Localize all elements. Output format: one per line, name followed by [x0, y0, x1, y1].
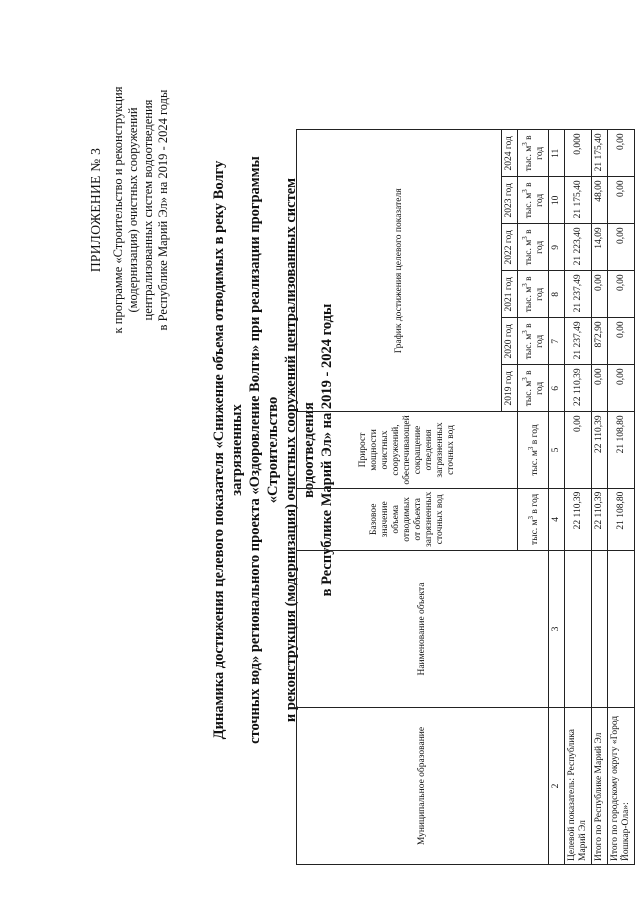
- unit-label: тыс. м: [524, 239, 535, 266]
- unit-cell: [518, 412, 549, 488]
- unit-label: тыс. м: [524, 145, 535, 172]
- unit-sup: 3: [521, 189, 529, 193]
- unit-label: тыс. м: [524, 286, 535, 313]
- header-object-name: Наименование объекта: [297, 551, 549, 708]
- table-row: [592, 130, 608, 865]
- table-row: [608, 130, 635, 865]
- unit-suffix: в год: [524, 370, 546, 395]
- appendix-block: [88, 60, 171, 360]
- value-cell: 872,90: [592, 318, 608, 365]
- row-label: Целевой показатель: Республика Марий Эл: [565, 708, 592, 865]
- header-year: 2023 год: [502, 177, 518, 224]
- unit-label: тыс. м: [529, 450, 540, 476]
- header-row: [297, 130, 502, 865]
- unit-sup: 3: [521, 236, 529, 240]
- unit-cell: [518, 488, 549, 550]
- header-year: 2022 год: [502, 224, 518, 271]
- title-line: и реконструкция (модернизация) очистных сооружений централизованных систем водоотведения: [283, 177, 317, 723]
- unit-suffix: в год: [524, 182, 546, 207]
- unit-suffix: в год: [529, 424, 540, 447]
- value-cell: 21 223,40: [565, 224, 592, 271]
- unit-cell: [518, 271, 549, 318]
- value-cell: 0,00: [565, 412, 592, 488]
- value-cell: 0,00: [592, 271, 608, 318]
- value-cell: 21 175,40: [565, 177, 592, 224]
- value-cell: 0,00: [608, 271, 635, 318]
- header-year: 2024 год: [502, 130, 518, 177]
- unit-suffix: в год: [529, 493, 540, 516]
- unit-label: тыс. м: [524, 192, 535, 219]
- col-number: 11: [549, 130, 565, 177]
- title-line: в Республике Марий Эл» на 2019 - 2024 годы: [319, 303, 335, 597]
- value-cell: 0,00: [608, 130, 635, 177]
- value-cell: 48,00: [592, 177, 608, 224]
- value-cell: 22 110,39: [565, 365, 592, 412]
- header-municipality: Муниципальное образование: [297, 708, 549, 865]
- col-number: 7: [549, 318, 565, 365]
- unit-cell: [518, 224, 549, 271]
- value-cell: 22 110,39: [592, 488, 608, 550]
- unit-sup: 3: [526, 515, 535, 520]
- unit-label: тыс. м: [529, 519, 540, 545]
- appendix-line: к программе «Строительство и реконструкция: [111, 86, 125, 334]
- col-number: 4: [549, 488, 565, 550]
- value-cell: 22 110,39: [592, 412, 608, 488]
- row-object: [608, 551, 635, 708]
- unit-sup: 3: [521, 142, 529, 146]
- appendix-heading: ПРИЛОЖЕНИЕ № 3: [88, 147, 103, 273]
- col-number: 10: [549, 177, 565, 224]
- unit-sup: 3: [526, 446, 535, 451]
- appendix-line: централизованных систем водоотведения: [141, 99, 155, 321]
- value-cell: 21 175,40: [592, 130, 608, 177]
- unit-label: тыс. м: [524, 333, 535, 360]
- row-object: [565, 551, 592, 708]
- value-cell: 21 237,49: [565, 318, 592, 365]
- unit-suffix: в год: [524, 276, 546, 301]
- row-label: Итого по Республике Марий Эл: [592, 708, 608, 865]
- header-year: 2021 год: [502, 271, 518, 318]
- title-line: сточных вод» регионального проекта «Оздоровление Волги» при реализации программы «Строительство: [247, 156, 281, 744]
- header-year: 2019 год: [502, 365, 518, 412]
- unit-sup: 3: [521, 330, 529, 334]
- value-cell: 0,00: [608, 177, 635, 224]
- unit-label: тыс. м: [524, 380, 535, 407]
- value-cell: 21 108,80: [608, 488, 635, 550]
- column-number-row: [549, 130, 565, 865]
- col-number: 5: [549, 412, 565, 488]
- appendix-line: в Республике Марий Эл» на 2019 - 2024 годы: [156, 89, 170, 331]
- unit-cell: [518, 177, 549, 224]
- value-cell: 0,00: [592, 365, 608, 412]
- col-number: 9: [549, 224, 565, 271]
- value-cell: 21 237,49: [565, 271, 592, 318]
- value-cell: 22 110,39: [565, 488, 592, 550]
- unit-cell: [518, 318, 549, 365]
- value-cell: 0,00: [608, 365, 635, 412]
- header-schedule: График достижения целевого показателя: [297, 130, 502, 412]
- appendix-line: (модернизация) очистных сооружений: [126, 107, 140, 313]
- unit-suffix: в год: [524, 229, 546, 254]
- value-cell: 0,00: [608, 224, 635, 271]
- value-cell: 0,000: [565, 130, 592, 177]
- unit-suffix: в год: [524, 323, 546, 348]
- col-number: 3: [549, 551, 565, 708]
- value-cell: 0,00: [608, 318, 635, 365]
- table-row: [565, 130, 592, 865]
- unit-sup: 3: [521, 283, 529, 287]
- value-cell: 21 108,80: [608, 412, 635, 488]
- header-baseline: Базовое значение объема отводимых от объекта загрязненных сточных вод: [297, 488, 518, 550]
- indicator-table: [296, 129, 635, 865]
- unit-cell: [518, 130, 549, 177]
- col-number: 8: [549, 271, 565, 318]
- title-line: Динамика достижения целевого показателя «Снижение объема отводимых в реку Волгу загрязненных: [211, 160, 245, 740]
- col-number: 2: [549, 708, 565, 865]
- header-year: 2020 год: [502, 318, 518, 365]
- col-number: 6: [549, 365, 565, 412]
- row-object: [592, 551, 608, 708]
- value-cell: 14,09: [592, 224, 608, 271]
- unit-cell: [518, 365, 549, 412]
- unit-suffix: в год: [524, 135, 546, 160]
- row-label: Итого по городскому округу «Город Йошкар-Ола»:: [608, 708, 635, 865]
- header-capacity-gain: Прирост мощности очистных сооружений, обеспечивающей сокращение отведения загрязненных сточных вод: [297, 412, 518, 488]
- unit-sup: 3: [521, 377, 529, 381]
